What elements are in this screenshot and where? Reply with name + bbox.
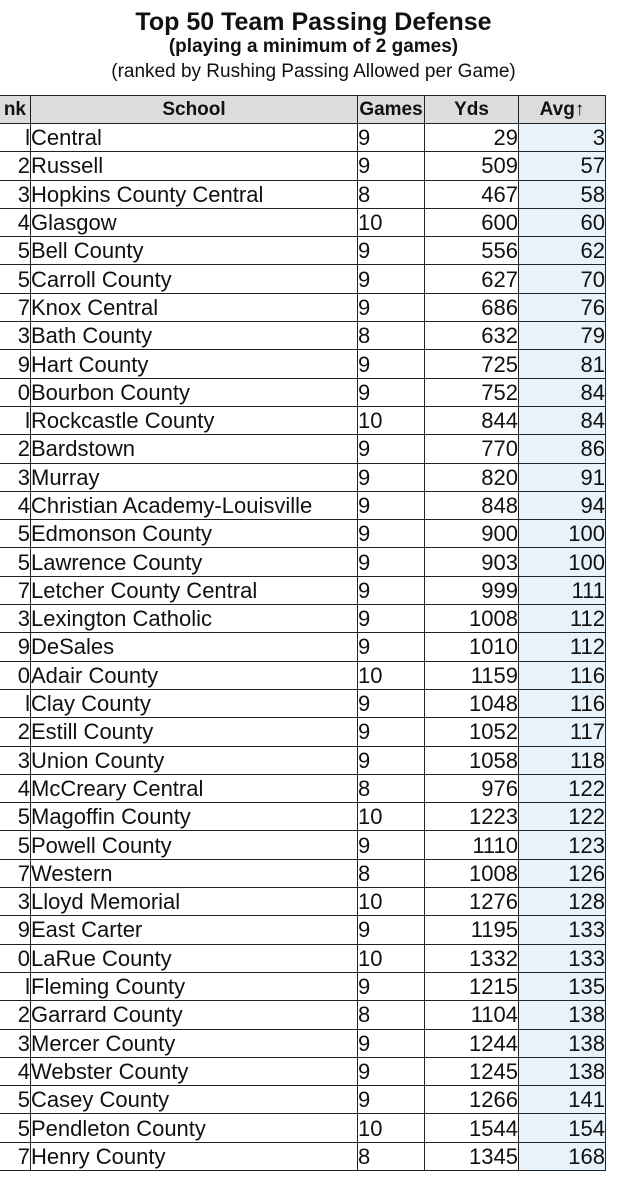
cell-school: Russell [31,152,358,180]
cell-avg: 122 [519,803,606,831]
cell-rank: 4 [0,774,31,802]
cell-avg: 116 [519,689,606,717]
cell-games: 9 [358,350,425,378]
cell-yds: 848 [425,491,519,519]
table-row [0,576,606,604]
cell-games: 8 [358,1142,425,1170]
cell-games: 9 [358,491,425,519]
cell-yds: 1345 [425,1142,519,1170]
cell-school: Adair County [31,661,358,689]
cell-school: Edmonson County [31,520,358,548]
cell-rank: l [0,124,31,152]
cell-avg: 86 [519,435,606,463]
cell-yds: 1332 [425,944,519,972]
cell-rank: 7 [0,859,31,887]
cell-games: 9 [358,1029,425,1057]
cell-rank: 0 [0,944,31,972]
cell-games: 8 [358,774,425,802]
cell-yds: 1544 [425,1114,519,1142]
cell-school: East Carter [31,916,358,944]
cell-avg: 111 [519,576,606,604]
table-row [0,548,606,576]
cell-school: McCreary Central [31,774,358,802]
cell-games: 9 [358,633,425,661]
cell-games: 10 [358,661,425,689]
cell-school: Henry County [31,1142,358,1170]
table-row [0,406,606,434]
cell-avg: 128 [519,888,606,916]
table-row [0,859,606,887]
cell-games: 8 [358,859,425,887]
cell-school: Casey County [31,1086,358,1114]
cell-rank: l [0,689,31,717]
cell-yds: 820 [425,463,519,491]
cell-games: 9 [358,831,425,859]
cell-school: Hart County [31,350,358,378]
cell-avg: 81 [519,350,606,378]
cell-games: 9 [358,548,425,576]
cell-avg: 112 [519,605,606,633]
page-subtitle: (playing a minimum of 2 games) [168,36,459,57]
cell-school: Bath County [31,322,358,350]
cell-games: 8 [358,322,425,350]
passing-defense-table [0,95,606,1171]
table-row [0,1086,606,1114]
cell-avg: 126 [519,859,606,887]
cell-avg: 94 [519,491,606,519]
cell-rank: 0 [0,661,31,689]
ranking-note: (ranked by Rushing Passing Allowed per Game) [111,61,516,82]
cell-yds: 29 [425,124,519,152]
cell-school: Murray [31,463,358,491]
cell-avg: 154 [519,1114,606,1142]
cell-avg: 60 [519,208,606,236]
cell-rank: 2 [0,435,31,463]
cell-rank: 3 [0,463,31,491]
table-row [0,180,606,208]
table-row [0,746,606,774]
table-row [0,322,606,350]
avg-header-label: Avg [539,98,575,120]
cell-yds: 1266 [425,1086,519,1114]
cell-rank: 2 [0,152,31,180]
table-row [0,661,606,689]
table-row [0,831,606,859]
table-row [0,1142,606,1170]
cell-school: Lawrence County [31,548,358,576]
cell-yds: 1008 [425,859,519,887]
table-row [0,1001,606,1029]
cell-rank: 5 [0,803,31,831]
cell-avg: 141 [519,1086,606,1114]
cell-yds: 999 [425,576,519,604]
column-header-yds[interactable]: Yds [425,96,519,124]
cell-yds: 725 [425,350,519,378]
cell-school: Clay County [31,689,358,717]
cell-games: 9 [358,463,425,491]
cell-school: Rockcastle County [31,406,358,434]
table-row [0,350,606,378]
cell-avg: 57 [519,152,606,180]
cell-games: 9 [358,237,425,265]
cell-games: 10 [358,406,425,434]
cell-games: 10 [358,803,425,831]
cell-school: DeSales [31,633,358,661]
cell-school: Magoffin County [31,803,358,831]
cell-games: 9 [358,152,425,180]
cell-school: Powell County [31,831,358,859]
table-row [0,633,606,661]
cell-school: LaRue County [31,944,358,972]
cell-rank: 4 [0,1057,31,1085]
cell-rank: l [0,406,31,434]
table-row [0,605,606,633]
cell-school: Garrard County [31,1001,358,1029]
cell-yds: 1008 [425,605,519,633]
cell-avg: 62 [519,237,606,265]
cell-rank: 3 [0,180,31,208]
column-header-row [0,96,606,124]
table-row [0,1057,606,1085]
cell-avg: 84 [519,378,606,406]
cell-yds: 752 [425,378,519,406]
table-row [0,944,606,972]
table-row [0,1114,606,1142]
cell-games: 9 [358,293,425,321]
cell-school: Estill County [31,718,358,746]
cell-rank: 9 [0,350,31,378]
cell-rank: 7 [0,576,31,604]
cell-avg: 116 [519,661,606,689]
cell-games: 9 [358,746,425,774]
cell-school: Bell County [31,237,358,265]
cell-yds: 1245 [425,1057,519,1085]
cell-yds: 467 [425,180,519,208]
table-row [0,237,606,265]
cell-avg: 91 [519,463,606,491]
cell-yds: 1223 [425,803,519,831]
table-row [0,774,606,802]
cell-school: Bardstown [31,435,358,463]
cell-yds: 632 [425,322,519,350]
cell-school: Fleming County [31,972,358,1000]
table-row [0,1029,606,1057]
cell-yds: 1276 [425,888,519,916]
cell-rank: 9 [0,633,31,661]
cell-games: 9 [358,265,425,293]
cell-school: Glasgow [31,208,358,236]
cell-games: 9 [358,378,425,406]
table-row [0,293,606,321]
cell-rank: 3 [0,888,31,916]
cell-rank: 2 [0,1001,31,1029]
cell-rank: 7 [0,293,31,321]
cell-yds: 1052 [425,718,519,746]
table-row [0,718,606,746]
cell-yds: 1110 [425,831,519,859]
cell-yds: 686 [425,293,519,321]
cell-rank: 3 [0,746,31,774]
cell-yds: 1215 [425,972,519,1000]
cell-avg: 84 [519,406,606,434]
cell-rank: 3 [0,1029,31,1057]
cell-school: Union County [31,746,358,774]
page-title: Top 50 Team Passing Defense [135,8,492,36]
cell-rank: 4 [0,491,31,519]
cell-avg: 112 [519,633,606,661]
table-row [0,520,606,548]
cell-avg: 117 [519,718,606,746]
cell-rank: 5 [0,1114,31,1142]
cell-games: 9 [358,576,425,604]
cell-yds: 1010 [425,633,519,661]
cell-games: 9 [358,689,425,717]
cell-games: 9 [358,1086,425,1114]
table-row [0,491,606,519]
cell-avg: 58 [519,180,606,208]
cell-school: Hopkins County Central [31,180,358,208]
cell-rank: 5 [0,548,31,576]
cell-avg: 3 [519,124,606,152]
table-header-block [0,0,627,96]
cell-yds: 509 [425,152,519,180]
cell-school: Lloyd Memorial [31,888,358,916]
cell-school: Knox Central [31,293,358,321]
cell-games: 8 [358,180,425,208]
cell-games: 9 [358,1057,425,1085]
cell-avg: 70 [519,265,606,293]
column-header-rank[interactable]: nk [0,96,31,124]
cell-avg: 118 [519,746,606,774]
cell-yds: 1159 [425,661,519,689]
cell-avg: 133 [519,944,606,972]
cell-games: 9 [358,435,425,463]
cell-avg: 100 [519,548,606,576]
table-row [0,972,606,1000]
table-row [0,916,606,944]
cell-school: Central [31,124,358,152]
cell-games: 10 [358,944,425,972]
cell-avg: 100 [519,520,606,548]
cell-games: 9 [358,605,425,633]
cell-games: 9 [358,972,425,1000]
cell-avg: 133 [519,916,606,944]
cell-rank: 9 [0,916,31,944]
cell-yds: 903 [425,548,519,576]
cell-avg: 138 [519,1029,606,1057]
cell-rank: 5 [0,520,31,548]
table-row [0,803,606,831]
cell-games: 10 [358,208,425,236]
column-header-games[interactable]: Games [358,96,425,124]
table-row [0,888,606,916]
cell-avg: 79 [519,322,606,350]
cell-games: 8 [358,1001,425,1029]
cell-yds: 844 [425,406,519,434]
table-row [0,124,606,152]
cell-games: 9 [358,916,425,944]
cell-rank: 3 [0,605,31,633]
cell-yds: 1104 [425,1001,519,1029]
cell-games: 9 [358,124,425,152]
cell-yds: 1058 [425,746,519,774]
cell-school: Lexington Catholic [31,605,358,633]
cell-school: Carroll County [31,265,358,293]
cell-rank: l [0,972,31,1000]
cell-yds: 1048 [425,689,519,717]
cell-games: 10 [358,888,425,916]
cell-school: Mercer County [31,1029,358,1057]
cell-rank: 0 [0,378,31,406]
sort-ascending-icon: ↑ [574,98,585,120]
cell-school: Letcher County Central [31,576,358,604]
cell-avg: 138 [519,1001,606,1029]
cell-games: 9 [358,520,425,548]
cell-school: Pendleton County [31,1114,358,1142]
cell-avg: 135 [519,972,606,1000]
table-row [0,152,606,180]
cell-rank: 5 [0,265,31,293]
cell-yds: 976 [425,774,519,802]
cell-rank: 3 [0,322,31,350]
table-row [0,435,606,463]
cell-avg: 168 [519,1142,606,1170]
table-row [0,689,606,717]
cell-avg: 76 [519,293,606,321]
column-header-school[interactable]: School [31,96,358,124]
cell-avg: 122 [519,774,606,802]
cell-rank: 5 [0,237,31,265]
table-row [0,208,606,236]
cell-rank: 5 [0,831,31,859]
cell-rank: 2 [0,718,31,746]
cell-yds: 556 [425,237,519,265]
table-row [0,265,606,293]
cell-school: Christian Academy-Louisville [31,491,358,519]
column-header-avg[interactable] [519,96,606,124]
cell-school: Bourbon County [31,378,358,406]
cell-school: Webster County [31,1057,358,1085]
cell-avg: 123 [519,831,606,859]
cell-yds: 600 [425,208,519,236]
cell-games: 10 [358,1114,425,1142]
cell-avg: 138 [519,1057,606,1085]
table-row [0,378,606,406]
cell-yds: 770 [425,435,519,463]
cell-games: 9 [358,718,425,746]
cell-yds: 900 [425,520,519,548]
cell-yds: 1195 [425,916,519,944]
cell-rank: 4 [0,208,31,236]
cell-rank: 5 [0,1086,31,1114]
cell-rank: 7 [0,1142,31,1170]
cell-yds: 627 [425,265,519,293]
table-row [0,463,606,491]
cell-school: Western [31,859,358,887]
cell-yds: 1244 [425,1029,519,1057]
